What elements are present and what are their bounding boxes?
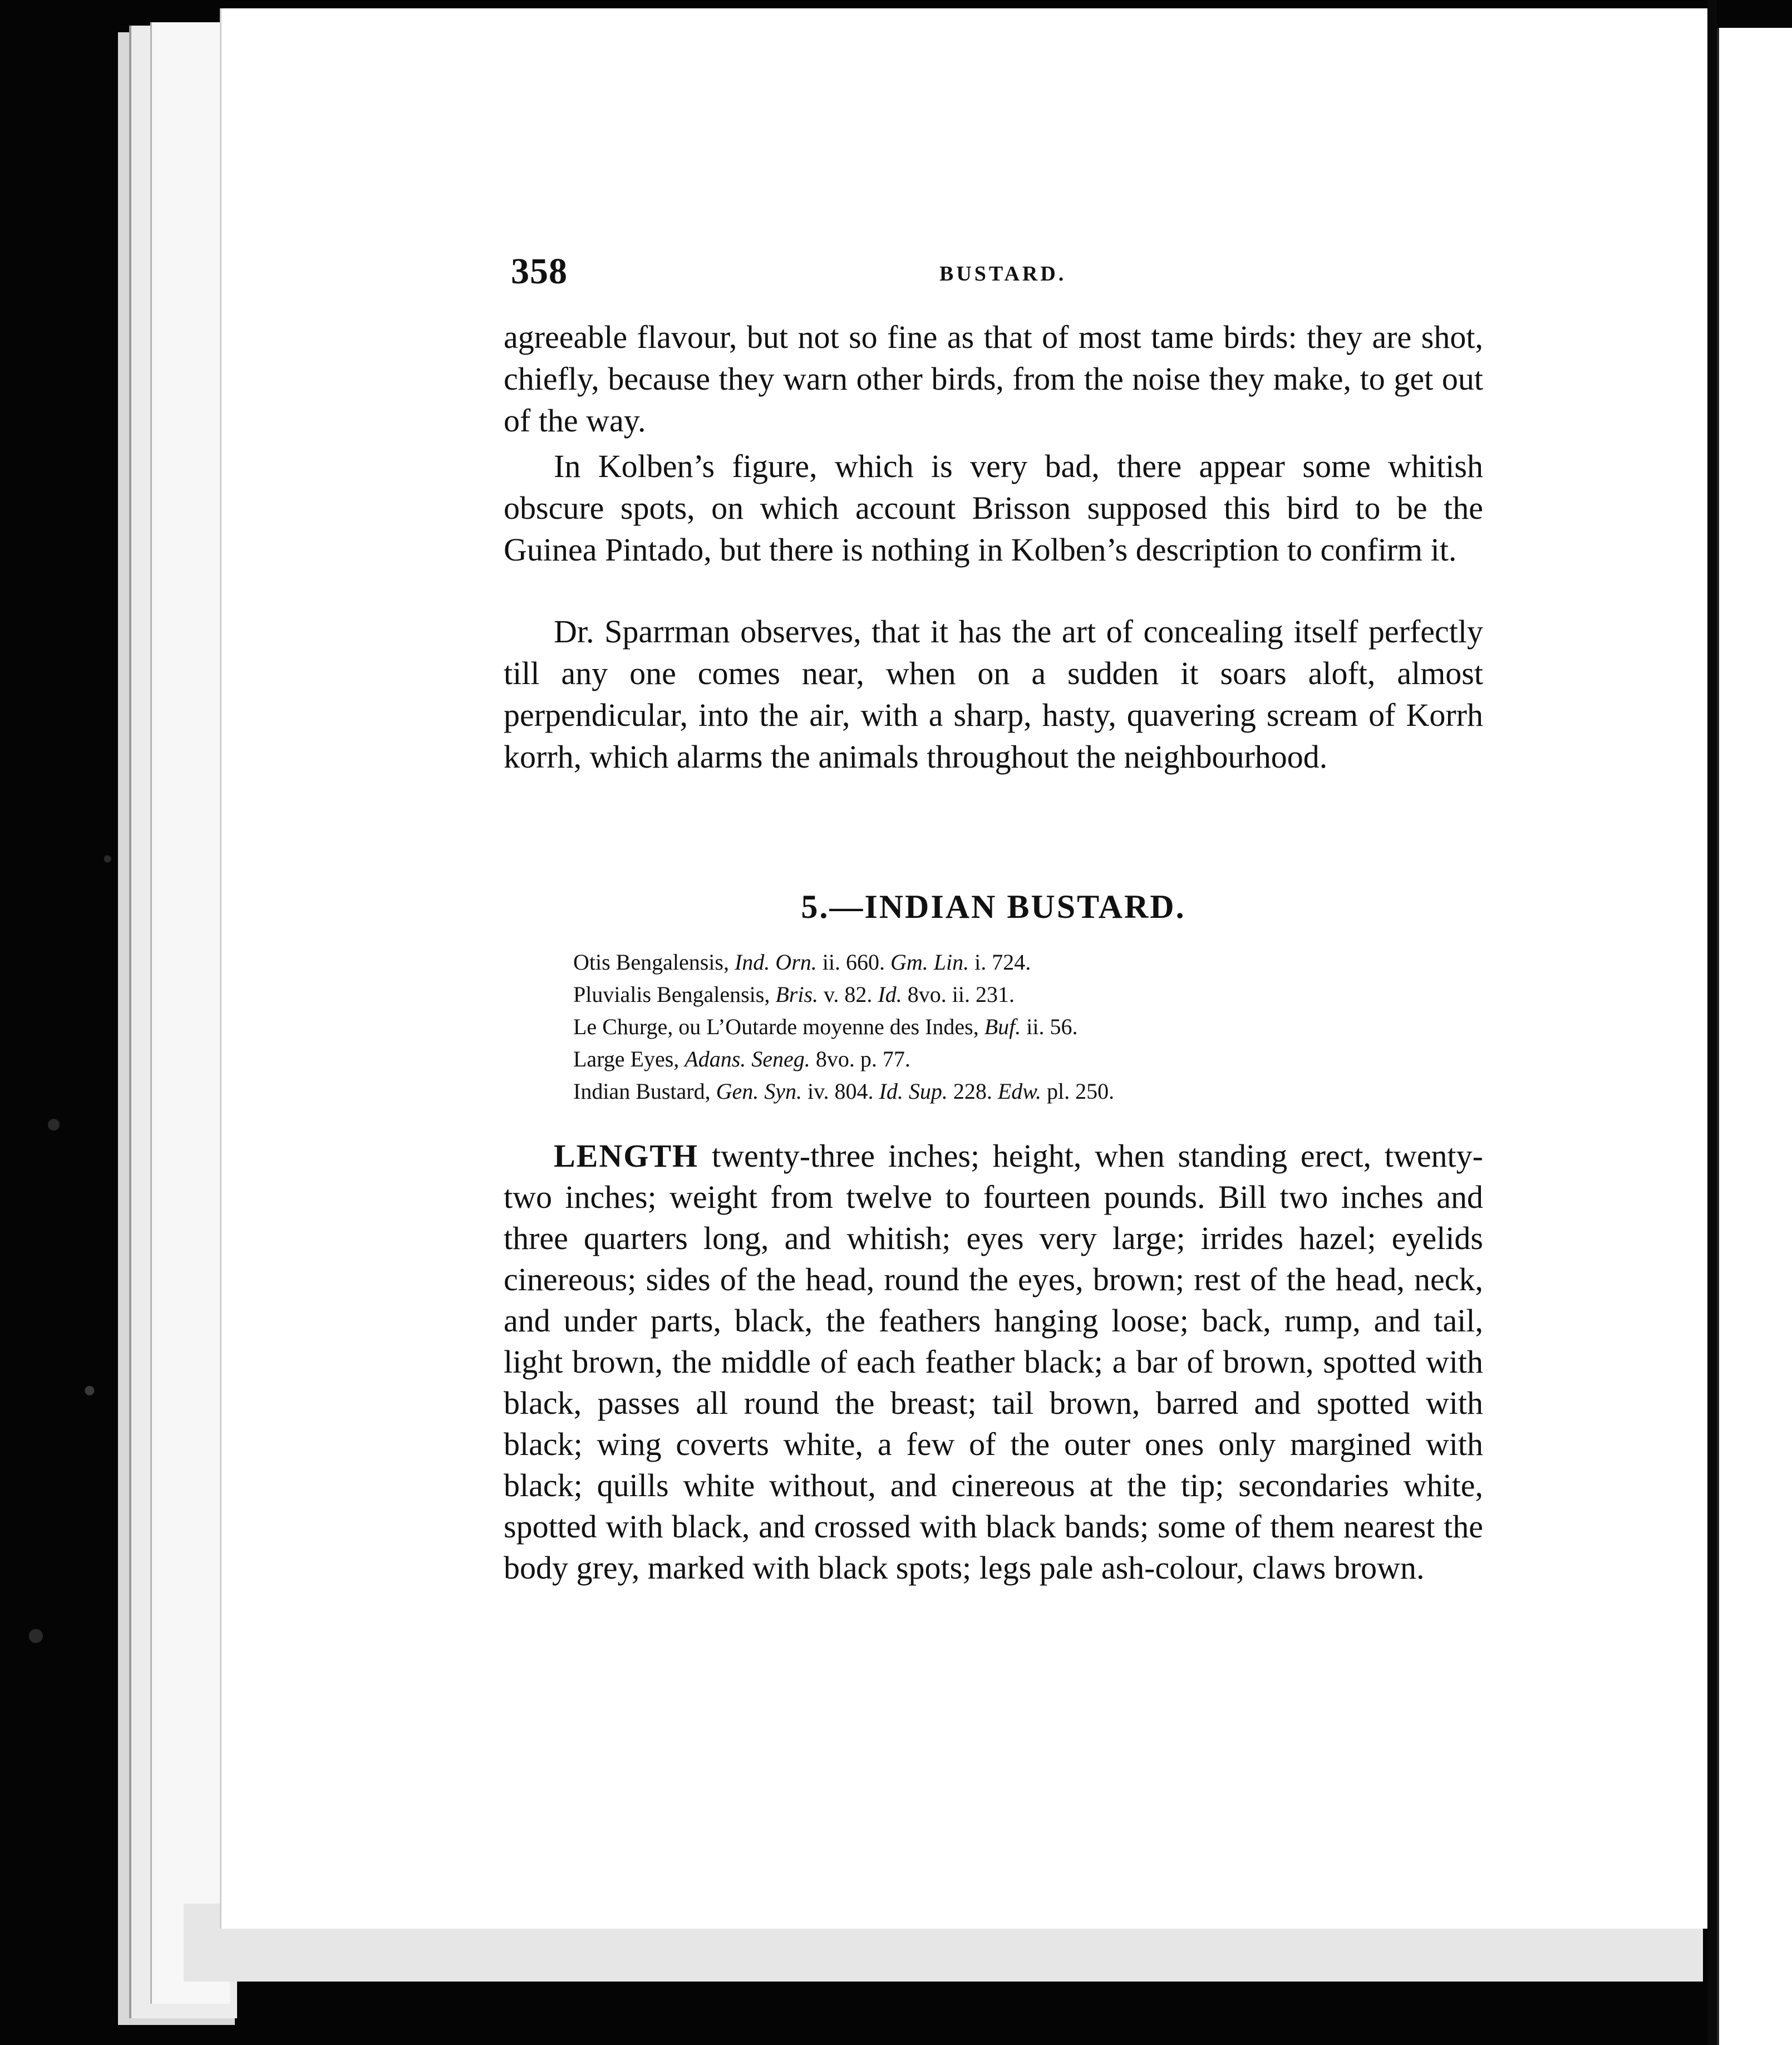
running-head: BUSTARD. (939, 262, 1067, 286)
lead-word: LENGTH (554, 1138, 699, 1174)
page-stack-edge (150, 22, 230, 2004)
paragraph-sparrman: Dr. Sparrman observes, that it has the art of concealing itself perfectly till any one comes near, when on a sudden it soars aloft, almost perpendicular, into the air, with a sharp, hasty, quavering scream of Korrh korrh, which alarms the animals throughout the neighbourhood. (504, 613, 1483, 775)
synonymy-entry: Le Churge, ou L’Outarde moyenne des Indes, Buf. ii. 56. (573, 1014, 1078, 1039)
description-text: twenty-three inches; height, when standing erect, twenty-two inches; weight from twelve to fourteen pounds. Bill two inches and three quarters long, and whitish; eyes very large; irrides hazel; eyelids cinereous; sides of the head, round the eyes, brown; rest of the head, neck, and under parts, black, the feathers hanging loose; back, rump, and tail, light brown, the middle of each feather black; a bar of brown, spotted with black, passes all round the breast; tail brown, barred and spotted with black; wing coverts white, a few of the outer ones only margined with black; quills white without, and cinereous at the tip; secondaries white, spotted with black, and crossed with black bands; some of them nearest the body grey, marked with black spots; legs pale ash-colour, claws brown. (504, 1138, 1483, 1586)
paragraph-description (504, 1135, 1483, 1589)
synonymy-entry: Large Eyes, Adans. Seneg. 8vo. p. 77. (573, 1046, 910, 1071)
facing-page-edge (1717, 28, 1792, 2045)
gutter (1707, 0, 1717, 2045)
section-heading: 5.—INDIAN BUSTARD. (801, 888, 1186, 925)
paragraph-kolben: In Kolben’s figure, which is very bad, there appear some whitish obscure spots, on which account Brisson supposed this bird to be the Guinea Pintado, but there is nothing in Kolben’s description to confirm it. (504, 448, 1483, 568)
synonymy-entry: Pluvialis Bengalensis, Bris. v. 82. Id. 8vo. ii. 231. (573, 982, 1015, 1007)
page-header (511, 250, 1479, 295)
synonymy-list (573, 946, 1475, 1108)
page-number: 358 (511, 251, 568, 292)
synonymy-entry: Indian Bustard, Gen. Syn. iv. 804. Id. Sup. 228. Edw. pl. 250. (573, 1079, 1115, 1104)
paragraph-continuation: agreeable flavour, but not so fine as that of most tame birds: they are shot, chiefly, because they warn other birds, from the noise they make, to get out of the way. (504, 319, 1483, 439)
synonymy-entry: Otis Bengalensis, Ind. Orn. ii. 660. Gm. Lin. i. 724. (573, 950, 1031, 975)
